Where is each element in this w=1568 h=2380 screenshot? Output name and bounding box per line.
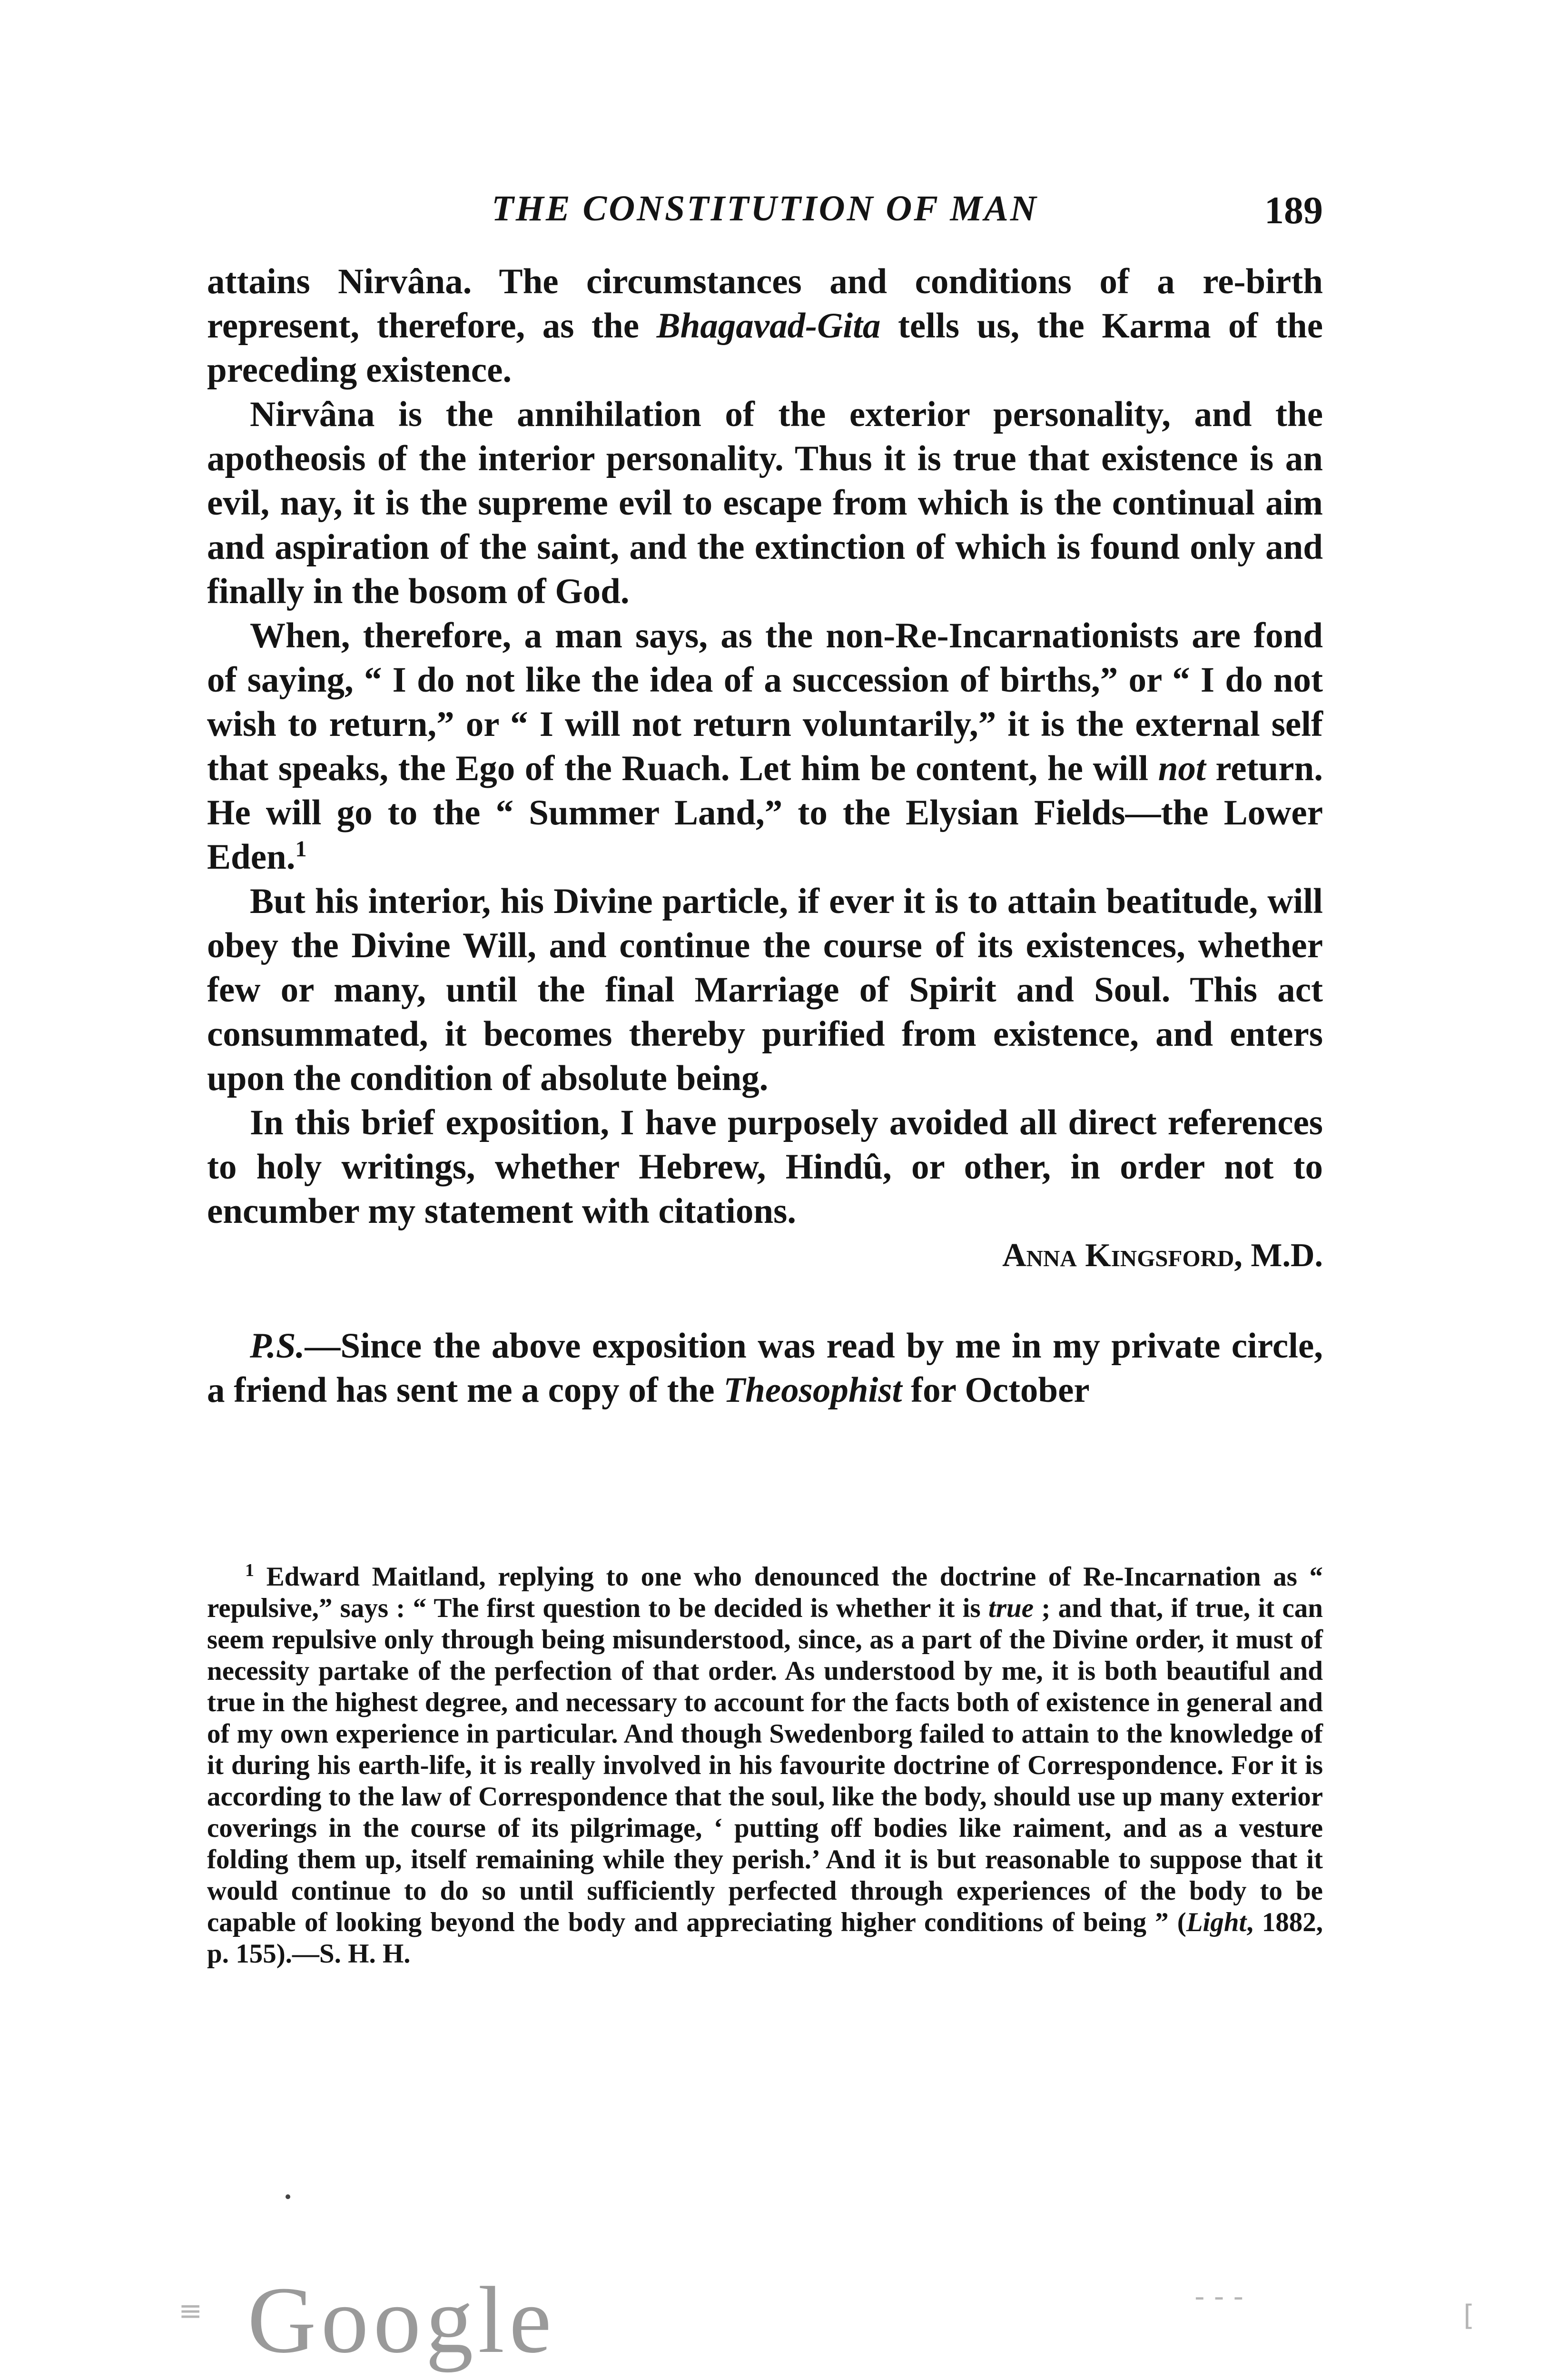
page-header: [207, 188, 1323, 245]
footnote-mark: 1: [245, 1560, 254, 1580]
italic-text: not: [1158, 749, 1206, 788]
text-run: tells us, the Karma of the preceding existence.: [207, 306, 1323, 390]
italic-text: Bhagavad-Gita: [656, 306, 881, 346]
paragraph: [207, 392, 1323, 614]
italic-text: Light: [1186, 1907, 1247, 1937]
body-text: [207, 259, 1323, 1412]
page-number: 189: [1264, 188, 1323, 232]
footnote: [207, 1561, 1323, 1970]
ink-speck: [286, 2194, 290, 2199]
text-run: , 1882, p. 155).—S. H. H.: [207, 1907, 1323, 1969]
text-run: In this brief exposition, I have purposely avoided all direct references to holy writings, whether Hebrew, Hindû, or other, in order not to encumber my statement with citations.: [207, 1103, 1323, 1231]
paragraph: [207, 879, 1323, 1101]
text-run: ; and that, if true, it can seem repulsive only through being misunderstood, since, as a part of the Divine order, it must of necessity partake of the perfection of that order. As understood by me, it is both beautiful and true in the highest degree, and necessary to account for the facts both of existence in general and of my own experience in particular. And though Swedenborg failed to attain to the knowledge of it during his earth-life, it is really involved in his favourite doctrine of Correspondence. For it is according to the law of Correspondence that the soul, like the body, should use up many exterior coverings in the course of its pilgrimage, ‘ putting off bodies like raiment, and as a vesture folding them up, itself remaining while they perish.’ And it is but reasonable to suppose that it would continue to do so until sufficiently perfected through experiences of the body to be capable of looking beyond the body and appreciating higher conditions of being ” (: [207, 1593, 1323, 1937]
footnote-reference: 1: [295, 836, 307, 862]
author-signature: Anna Kingsford, M.D.: [1002, 1237, 1323, 1274]
text-run: Edward Maitland, replying to one who denounced the doctrine of Re-Incarnation as “ repulsive,” says : “ The first question to be decided is whether it is: [207, 1562, 1323, 1623]
google-watermark: Google: [247, 2268, 556, 2373]
text-run: attains Nirvâna. The circumstances and conditions of a re-birth represent, therefore, as the: [207, 262, 1323, 346]
paragraph: [207, 1101, 1323, 1233]
text-run: Nirvâna is the annihilation of the exterior personality, and the apotheosis of the interior personality. Thus it is true that existence is an evil, nay, it is the supreme evil to escape from which is the continual aim and aspiration of the saint, and the extinction of which is found only and finally in the bosom of God.: [207, 395, 1323, 611]
italic-text: Theosophist: [723, 1370, 902, 1410]
text-run: —Since the above exposition was read by me in my private circle, a friend has sent me a copy of the: [207, 1326, 1323, 1410]
running-title: THE CONSTITUTION OF MAN: [492, 188, 1038, 228]
text-run: But his interior, his Divine particle, if ever it is to attain beatitude, will obey the Divine Will, and continue the course of its existences, whether few or many, until the final Marriage of Spirit and Soul. This act consummated, it becomes thereby purified from existence, and enters upon the condition of absolute being.: [207, 882, 1323, 1098]
scan-artifact-edge: [: [1463, 2299, 1475, 2332]
postscript: [207, 1324, 1323, 1412]
text-run: for October: [902, 1370, 1090, 1410]
scan-artifact-left: ≡: [178, 2294, 203, 2328]
scan-artifact-right: ‐ ‐ ‐: [1194, 2280, 1244, 2313]
text-run: When, therefore, a man says, as the non-Re-Incarnationists are fond of saying, “ I do not like the idea of a succession of births,” or “ I do not wish to return,” or “ I will not return voluntarily,” it is the external self that speaks, the Ego of the Ruach. Let him be content, he will: [207, 616, 1323, 788]
italic-text: true: [988, 1593, 1034, 1623]
footnote-text: [207, 1562, 1323, 1969]
paragraph: [207, 259, 1323, 392]
italic-text: P.S.: [250, 1326, 305, 1366]
text-run: return. He will go to the “ Summer Land,” to the Elysian Fields—the Lower Eden.: [207, 749, 1323, 877]
paragraph: [207, 614, 1323, 879]
